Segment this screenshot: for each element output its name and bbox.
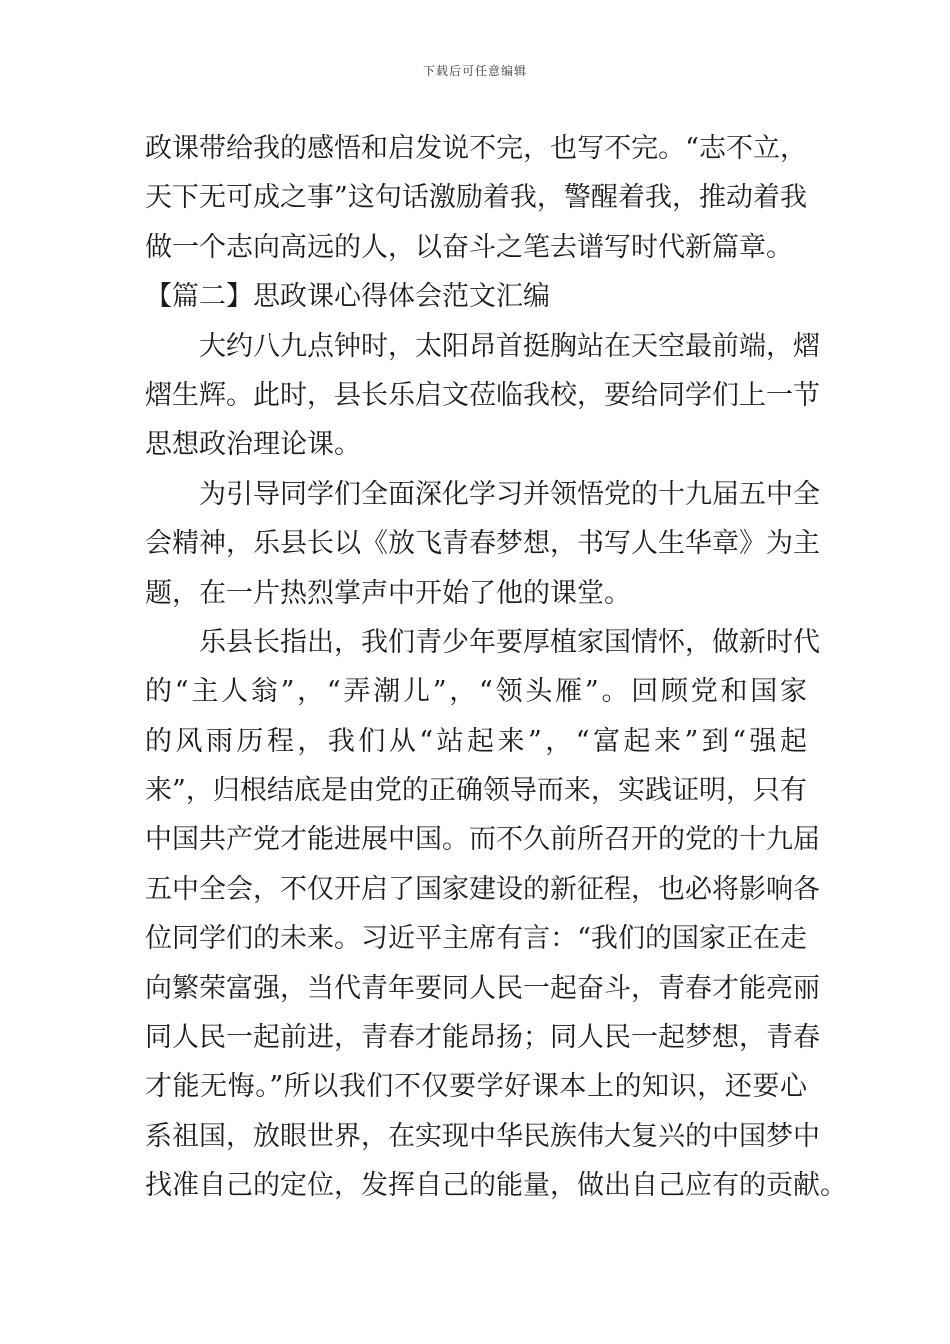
text-line: 系祖国，放眼世界，在实现中华民族伟大复兴的中国梦中 (145, 1120, 820, 1152)
text-line: 熠生辉。此时，县长乐启文莅临我校，要给同学们上一节 (145, 379, 820, 411)
text-line: 思想政治理论课。 (145, 429, 361, 461)
text-line: 的风雨历程，我们从“站起来”，“富起来”到“强起 (145, 725, 807, 757)
text-line: 中国共产党才能进展中国。而不久前所召开的党的十九届 (145, 824, 820, 856)
text-line: 的“主人翁”，“弄潮儿”，“领头雁”。回顾党和国家 (145, 676, 807, 708)
text-line: 五中全会，不仅开启了国家建设的新征程，也必将影响各 (145, 873, 820, 905)
text-line: 同人民一起前进，青春才能昂扬；同人民一起梦想，青春 (145, 1022, 820, 1054)
text-line: 位同学们的未来。习近平主席有言：“我们的国家正在走 (145, 923, 807, 955)
text-line: 才能无悔。”所以我们不仅要学好课本上的知识，还要心 (145, 1071, 807, 1103)
text-line: 大约八九点钟时，太阳昂首挺胸站在天空最前端，熠 (199, 330, 820, 362)
text-line: 乐县长指出，我们青少年要厚植家国情怀，做新时代 (199, 626, 820, 658)
paragraph (145, 618, 847, 1211)
text-line: 为引导同学们全面深化学习并领悟党的十九届五中全 (199, 478, 820, 510)
text-line: 题，在一片热烈掌声中开始了他的课堂。 (145, 577, 631, 609)
text-line: 做一个志向高远的人，以奋斗之笔去谱写时代新篇章。 (145, 231, 793, 263)
paragraph (145, 124, 807, 272)
text-line: 来”，归根结底是由党的正确领导而来，实践证明，只有 (145, 775, 807, 807)
paragraph (145, 322, 820, 470)
document-body (145, 124, 847, 1211)
page-header: 下载后可任意编辑 (422, 64, 527, 78)
text-line: 向繁荣富强，当代青年要同人民一起奋斗，青春才能亮丽 (145, 972, 820, 1004)
text-line: 政课带给我的感悟和启发说不完，也写不完。“志不立， (145, 133, 807, 164)
text-line: 会精神，乐县长以《放飞青春梦想，书写人生华章》为主 (145, 528, 820, 560)
text-line: 天下无可成之事”这句话激励着我，警醒着我，推动着我 (145, 182, 807, 214)
text-line: 【篇二】思政课心得体会范文汇编 (145, 281, 550, 313)
paragraph (145, 470, 820, 618)
section-heading (145, 272, 807, 321)
text-line: 找准自己的定位，发挥自己的能量，做出自己应有的贡献。 (145, 1170, 847, 1202)
